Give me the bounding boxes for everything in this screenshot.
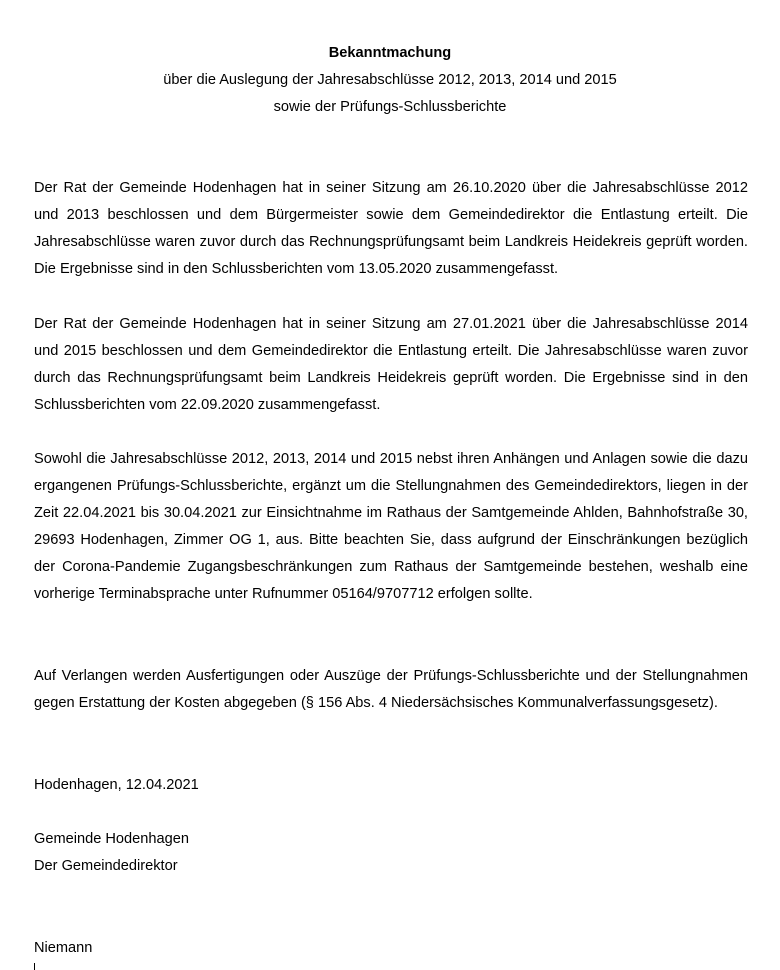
paragraph-inspection-notice: Sowohl die Jahresabschlüsse 2012, 2013, 2014 und 2015 nebst ihren Anhängen und Anlagen sowie die dazu ergangenen Prüfungs-Schlussberichte, ergänzt um die Stellungnahmen des Gemeindedirektors, liegen in der Zeit 22.04.2021 bis 30.04.2021 zur Einsichtnahme im Rathaus der Samtgemeinde Ahlden, Bahnhofstraße 30, 29693 Hodenhagen, Zimmer OG 1, aus. Bitte beachten Sie, dass aufgrund der Einschränkungen bezüglich der Corona-Pandemie Zugangsbeschränkungen zum Rathaus der Samtgemeinde bestehen, weshalb eine vorherige Terminabsprache unter Rufnummer 05164/9707712 erfolgen sollte. xyxy=(34,451,748,602)
paragraph-2014-2015: Der Rat der Gemeinde Hodenhagen hat in seiner Sitzung am 27.01.2021 über die Jahresabschlüsse 2014 und 2015 beschlossen und dem Gemeindedirektor die Entlastung erteilt. Die Jahresabschlüsse waren zuvor durch das Rechnungsprüfungsamt beim Landkreis Heidekreis geprüft worden. Die Ergebnisse sind in den Schlussberichten vom 22.09.2020 zusammengefasst. xyxy=(34,316,748,413)
issuer-title: Der Gemeindedirektor xyxy=(34,858,178,874)
document-title: Bekanntmachung xyxy=(328,45,452,61)
document-subtitle-line-2: sowie der Prüfungs-Schlussberichte xyxy=(273,99,507,115)
signature-name: Niemann xyxy=(34,940,93,956)
paragraph-copies-request: Auf Verlangen werden Ausfertigungen oder Auszüge der Prüfungs-Schlussberichte und der Stellungnahmen gegen Erstattung der Kosten abgegeben (§ 156 Abs. 4 Niedersächsisches Kommunalverfassungsgesetz). xyxy=(34,668,748,711)
document-heading xyxy=(0,40,780,121)
document-subtitle-line-1: über die Auslegung der Jahresabschlüsse 2012, 2013, 2014 und 2015 xyxy=(163,72,617,88)
paragraph-2012-2013: Der Rat der Gemeinde Hodenhagen hat in seiner Sitzung am 26.10.2020 über die Jahresabschlüsse 2012 und 2013 beschlossen und dem Bürgermeister sowie dem Gemeindedirektor die Entlastung erteilt. Die Jahresabschlüsse waren zuvor durch das Rechnungsprüfungsamt beim Landkreis Heidekreis geprüft worden. Die Ergebnisse sind in den Schlussberichten vom 13.05.2020 zusammengefasst. xyxy=(34,180,748,277)
place-and-date: Hodenhagen, 12.04.2021 xyxy=(34,777,199,793)
issuer-municipality: Gemeinde Hodenhagen xyxy=(34,831,189,847)
text-cursor xyxy=(34,963,35,970)
